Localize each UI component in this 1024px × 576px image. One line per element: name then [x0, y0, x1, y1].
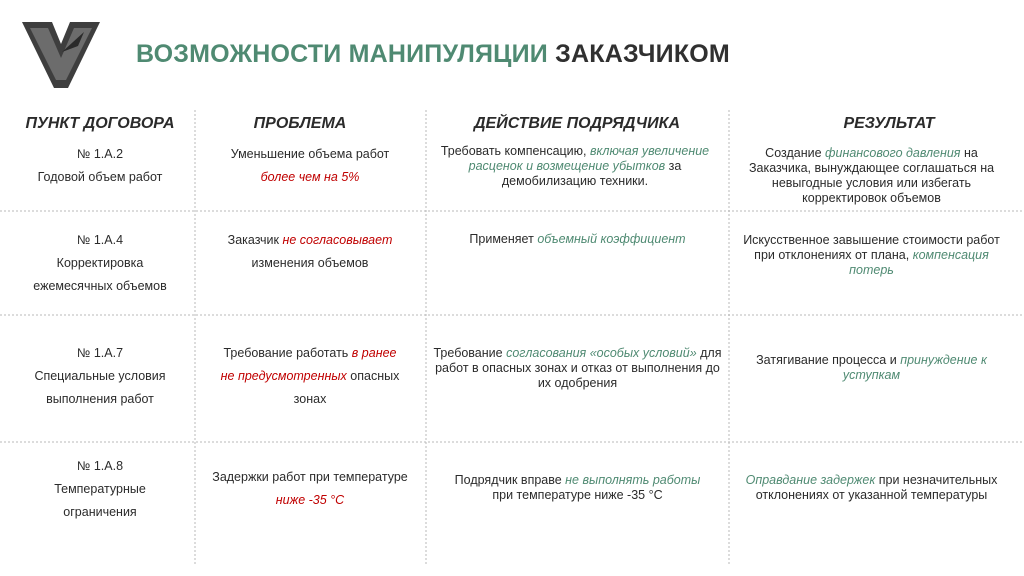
row4-action-l1a: Подрядчик вправе — [454, 473, 562, 487]
row3-problem-l1b: в ранее — [351, 346, 397, 360]
row2-result-l2a: при отклонениях от плана, — [754, 248, 910, 262]
row4-clause-number: № 1.А.8 — [76, 459, 124, 473]
row1-action-l1a: Требовать компенсацию, — [440, 144, 587, 158]
row3-clause — [0, 342, 200, 411]
row4-problem — [195, 466, 425, 512]
row3-action-l3: их одобрения — [537, 376, 618, 390]
row1-result-l2: Заказчика, вынуждающее соглашаться на — [748, 161, 995, 175]
row4-problem-l2: ниже -35 °С — [275, 493, 345, 507]
row3-action-l1b: согласования «особых условий» — [506, 346, 697, 360]
row1-action-l2a: расценок и возмещение убытков — [468, 159, 666, 173]
row3-problem-l2a: не предусмотренных — [220, 369, 347, 383]
row4-action-l1b: не выполнять работы — [565, 473, 701, 487]
row3-clause-number: № 1.А.7 — [76, 346, 124, 360]
row2-clause-name1: Корректировка — [56, 256, 144, 270]
row1-clause-name: Годовой объем работ — [37, 170, 163, 184]
row4-result-l1a: Оправдание задержек — [745, 473, 876, 487]
row2-clause — [0, 229, 200, 298]
header-result: РЕЗУЛЬТАТ — [843, 115, 935, 132]
row2-problem-l1a: Заказчик — [227, 233, 279, 247]
row2-problem-l2: изменения объемов — [251, 256, 369, 270]
row3-result — [729, 353, 1014, 383]
row1-result — [729, 146, 1014, 206]
row3-problem-l3: зонах — [293, 392, 327, 406]
row1-problem — [195, 143, 425, 189]
row1-result-l4: корректировок объемов — [802, 191, 941, 205]
row3-result-l2: уступкам — [842, 368, 901, 382]
row2-action-l1a: Применяет — [469, 232, 534, 246]
row1-action-l3: демобилизацию техники. — [501, 174, 649, 188]
row1-problem-l2: более чем на 5% — [260, 170, 360, 184]
row4-clause-name1: Температурные — [54, 482, 146, 496]
header-problem: ПРОБЛЕМА — [253, 115, 347, 132]
row3-clause-name1: Специальные условия — [34, 369, 166, 383]
row2-result-l2b: компенсация — [912, 248, 989, 262]
row3-action-l2: работ в опасных зонах и отказ от выполнения до — [435, 361, 720, 375]
row2-result — [729, 233, 1014, 278]
row4-action — [426, 473, 729, 503]
row4-result-l2: отклонениях от указанной температуры — [755, 488, 988, 502]
row3-action-l1a: Требование — [433, 346, 503, 360]
row2-problem-l1b: не согласовывает — [282, 233, 393, 247]
row1-clause — [0, 143, 200, 189]
row3-problem-l1a: Требование работать — [223, 346, 349, 360]
row4-result — [729, 473, 1014, 503]
row4-clause — [0, 455, 200, 524]
row3-action-l1c: для — [700, 346, 722, 360]
title-dark: ЗАКАЗЧИКОМ — [555, 40, 730, 68]
row1-result-l1a: Создание — [765, 146, 822, 160]
row1-result-l1b: финансового давления — [825, 146, 961, 160]
header-action: ДЕЙСТВИЕ ПОДРЯДЧИКА — [473, 115, 681, 132]
row2-problem — [195, 229, 425, 275]
row3-result-l1a: Затягивание процесса и — [756, 353, 897, 367]
row1-action-l2b: за — [668, 159, 682, 173]
row3-problem-l2b: опасных — [350, 369, 400, 383]
row3-clause-name2: выполнения работ — [46, 392, 154, 406]
row2-action — [426, 232, 729, 247]
header-clause: ПУНКТ ДОГОВОРА — [25, 115, 175, 132]
row3-problem — [195, 342, 425, 411]
row2-clause-number: № 1.А.4 — [76, 233, 124, 247]
row1-action — [415, 144, 735, 189]
row1-result-l1c: на — [963, 146, 978, 160]
row4-action-l2: при температуре ниже -35 °С — [492, 488, 663, 502]
row2-result-l3: потерь — [849, 263, 894, 277]
row4-clause-name2: ограничения — [63, 505, 137, 519]
row2-action-l1b: объемный коэффициент — [537, 232, 686, 246]
row4-result-l1b: при незначительных — [878, 473, 998, 487]
row3-result-l1b: принуждение к — [900, 353, 987, 367]
row1-clause-number: № 1.А.2 — [76, 147, 124, 161]
row1-problem-l1: Уменьшение объема работ — [230, 147, 390, 161]
row1-result-l3: невыгодные условия или избегать — [771, 176, 972, 190]
row2-clause-name2: ежемесячных объемов — [33, 279, 167, 293]
title-accent: ВОЗМОЖНОСТИ МАНИПУЛЯЦИИ — [136, 40, 548, 68]
row3-action — [426, 346, 729, 391]
row2-result-l1: Искусственное завышение стоимости работ — [743, 233, 1000, 247]
row4-problem-l1: Задержки работ при температуре — [212, 470, 408, 484]
row1-action-l1b: включая увеличение — [590, 144, 710, 158]
